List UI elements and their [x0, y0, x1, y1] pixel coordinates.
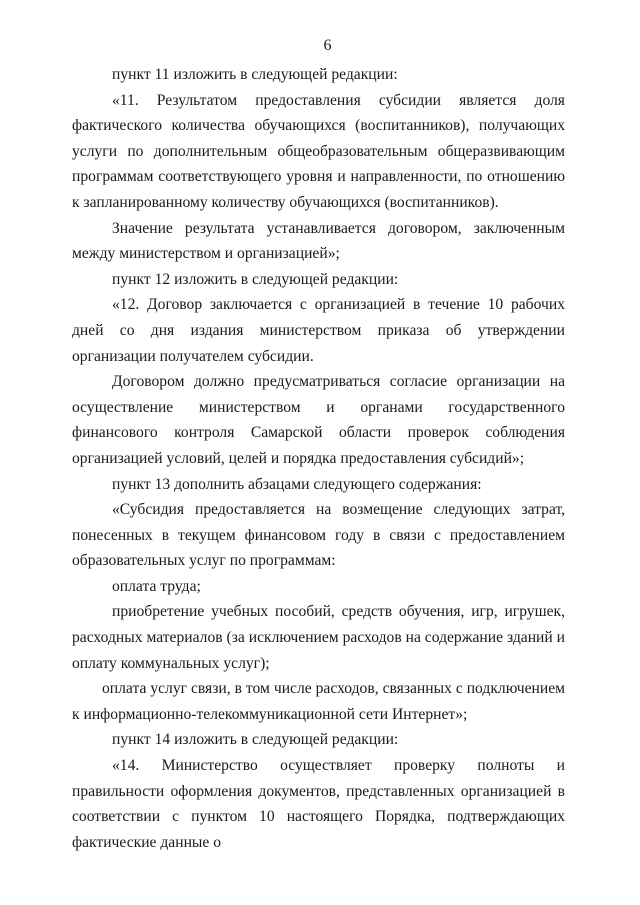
paragraph-item-13-communication: оплата услуг связи, в том числе расходов, связанных с подключением к информационно-телекоммуникационной сети Интернет»;: [72, 680, 565, 723]
paragraph-item-13-subsidy: «Субсидия предоставляется на возмещение следующих затрат, понесенных в текущем финансовом году в связи с предоставлением образовательных услуг по программам:: [72, 501, 565, 570]
paragraph-item-11-value: Значение результата устанавливается договором, заключенным между министерством и организацией»;: [72, 219, 565, 263]
paragraph-item-12: «12. Договор заключается с организацией в течение 10 рабочих дней со дня издания министерством приказа об утверждении организации получателем субсидии.: [72, 296, 565, 365]
paragraph-item-13-labor: оплата труда;: [112, 577, 201, 595]
paragraph-amend-11-intro: пункт 11 изложить в следующей редакции:: [112, 66, 398, 83]
paragraph-amend-13-intro: пункт 13 дополнить абзацами следующего содержания:: [112, 475, 482, 493]
paragraph-item-13-materials: приобретение учебных пособий, средств обучения, игр, игрушек, расходных материалов (за исключением расходов на содержание зданий и оплату коммунальных услуг);: [72, 603, 565, 672]
paragraph-amend-12-intro: пункт 12 изложить в следующей редакции:: [112, 270, 399, 288]
paragraph-amend-14-intro: пункт 14 изложить в следующей редакции:: [112, 731, 399, 749]
paragraph-item-12-consent: Договором должно предусматриваться согласие организации на осуществление министерством и органами государственного финансового контроля Самарской области проверок соблюдения организацией условий, целей и порядка предоставления субсидий»;: [72, 373, 565, 467]
paragraph-item-11: «11. Результатом предоставления субсидии является доля фактического количества обучающихся (воспитанников), получающих услуги по дополнительным общеобразовательным общеразвивающим программам соответствующего уровня и направленности, по отношению к запланированному количеству обучающихся (воспитанников).: [72, 91, 565, 211]
page-number: 6: [323, 37, 332, 54]
paragraph-item-14: «14. Министерство осуществляет проверку полноты и правильности оформления документов, представленных организацией в соответствии с пунктом 10 настоящего Порядка, подтверждающих фактические данные о: [72, 757, 565, 851]
